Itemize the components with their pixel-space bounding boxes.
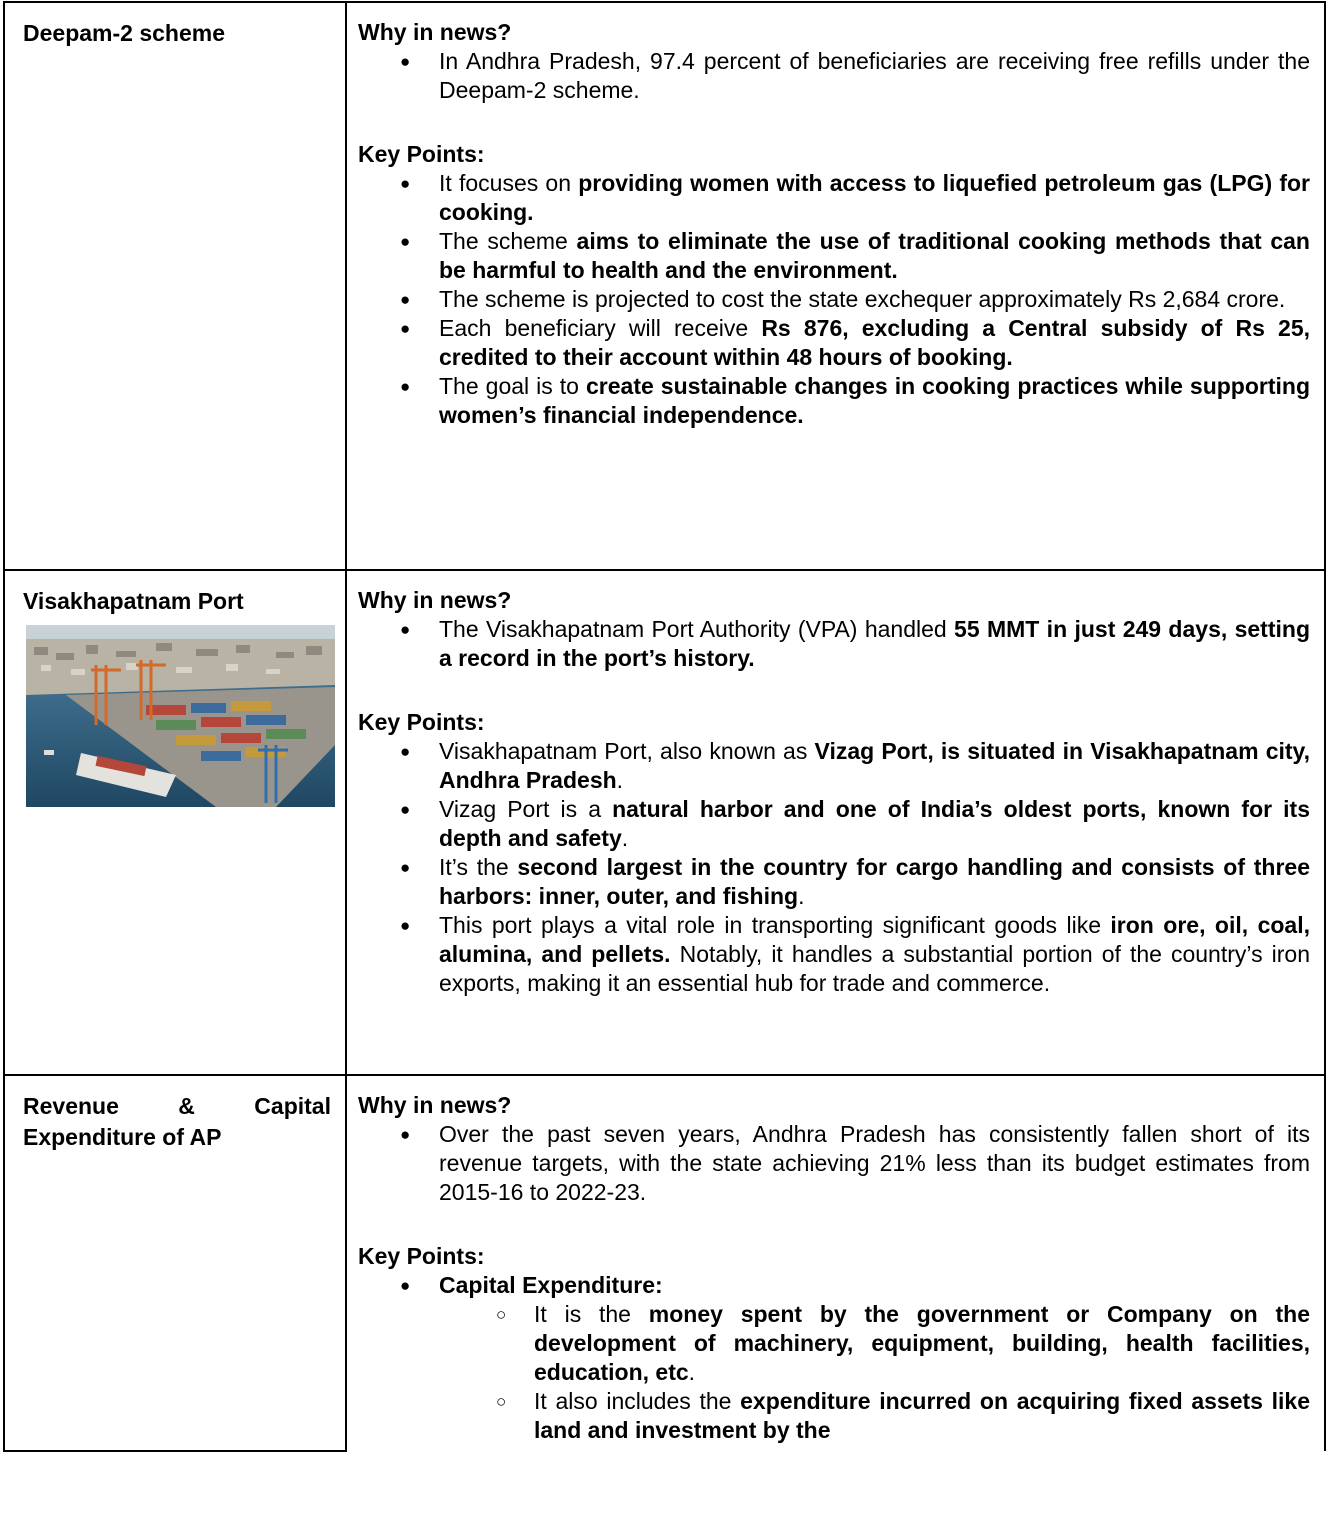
sub-list-item: ○ It is the money spent by the government or Company on the development of machinery, equipment, building, health facilities, education, etc. <box>534 1300 1310 1387</box>
list-item: ● Visakhapatnam Port, also known as Vizag Port, is situated in Visakhapatnam city, Andhra Pradesh. <box>439 737 1310 795</box>
topic-title: Deepam-2 scheme <box>23 20 225 46</box>
sub-list <box>439 1300 1310 1445</box>
why-in-news-heading: Why in news? <box>358 19 512 45</box>
capex-label: Capital Expenditure: <box>439 1272 663 1298</box>
why-in-news-heading: Why in news? <box>358 587 512 613</box>
key-points-heading: Key Points: <box>358 141 485 167</box>
key-points-heading: Key Points: <box>358 1243 485 1269</box>
key-points-list <box>358 1271 1310 1445</box>
topic-title: Visakhapatnam Port <box>23 588 244 614</box>
topic-cell <box>4 2 346 570</box>
key-points-heading: Key Points: <box>358 709 485 735</box>
why-in-news-heading: Why in news? <box>358 1092 512 1118</box>
table-row <box>4 1075 1325 1451</box>
list-item: ● Vizag Port is a natural harbor and one of India’s oldest ports, known for its depth and safety. <box>439 795 1310 853</box>
list-item: ● The scheme aims to eliminate the use of traditional cooking methods that can be harmful to health and the environment. <box>439 227 1310 285</box>
topic-cell <box>4 570 346 1075</box>
table-row <box>4 2 1325 570</box>
key-points-list <box>358 737 1310 998</box>
why-list <box>358 47 1310 105</box>
list-item: ● The scheme is projected to cost the state exchequer approximately Rs 2,684 crore. <box>439 285 1310 314</box>
topic-title: Revenue & Capital Expenditure of AP <box>23 1093 331 1150</box>
list-item: ● This port plays a vital role in transporting significant goods like iron ore, oil, coal, alumina, and pellets. Notably, it handles a substantial portion of the country’s iron exports, making it an essential hub for trade and commerce. <box>439 911 1310 998</box>
list-item: ● It focuses on providing women with access to liquefied petroleum gas (LPG) for cooking. <box>439 169 1310 227</box>
news-table <box>3 1 1326 1452</box>
content-cell <box>346 570 1325 1075</box>
list-item <box>439 1271 1310 1445</box>
list-item: ● The Visakhapatnam Port Authority (VPA) handled 55 MMT in just 249 days, setting a record in the port’s history. <box>439 615 1310 673</box>
content-cell <box>346 1075 1325 1451</box>
table-row <box>4 570 1325 1075</box>
port-aerial-photo <box>26 625 335 807</box>
sub-list-item: ○ It also includes the expenditure incurred on acquiring fixed assets like land and investment by the <box>534 1387 1310 1445</box>
why-list <box>358 1120 1310 1207</box>
list-item: ● In Andhra Pradesh, 97.4 percent of beneficiaries are receiving free refills under the Deepam-2 scheme. <box>439 47 1310 105</box>
list-item: ● The goal is to create sustainable changes in cooking practices while supporting women’s financial independence. <box>439 372 1310 430</box>
why-list <box>358 615 1310 673</box>
key-points-list <box>358 169 1310 430</box>
list-item: ● Over the past seven years, Andhra Pradesh has consistently fallen short of its revenue targets, with the state achieving 21% less than its budget estimates from 2015-16 to 2022-23. <box>439 1120 1310 1207</box>
topic-cell <box>4 1075 346 1451</box>
list-item: ● Each beneficiary will receive Rs 876, excluding a Central subsidy of Rs 25, credited to their account within 48 hours of booking. <box>439 314 1310 372</box>
content-cell <box>346 2 1325 570</box>
list-item: ● It’s the second largest in the country for cargo handling and consists of three harbors: inner, outer, and fishing. <box>439 853 1310 911</box>
